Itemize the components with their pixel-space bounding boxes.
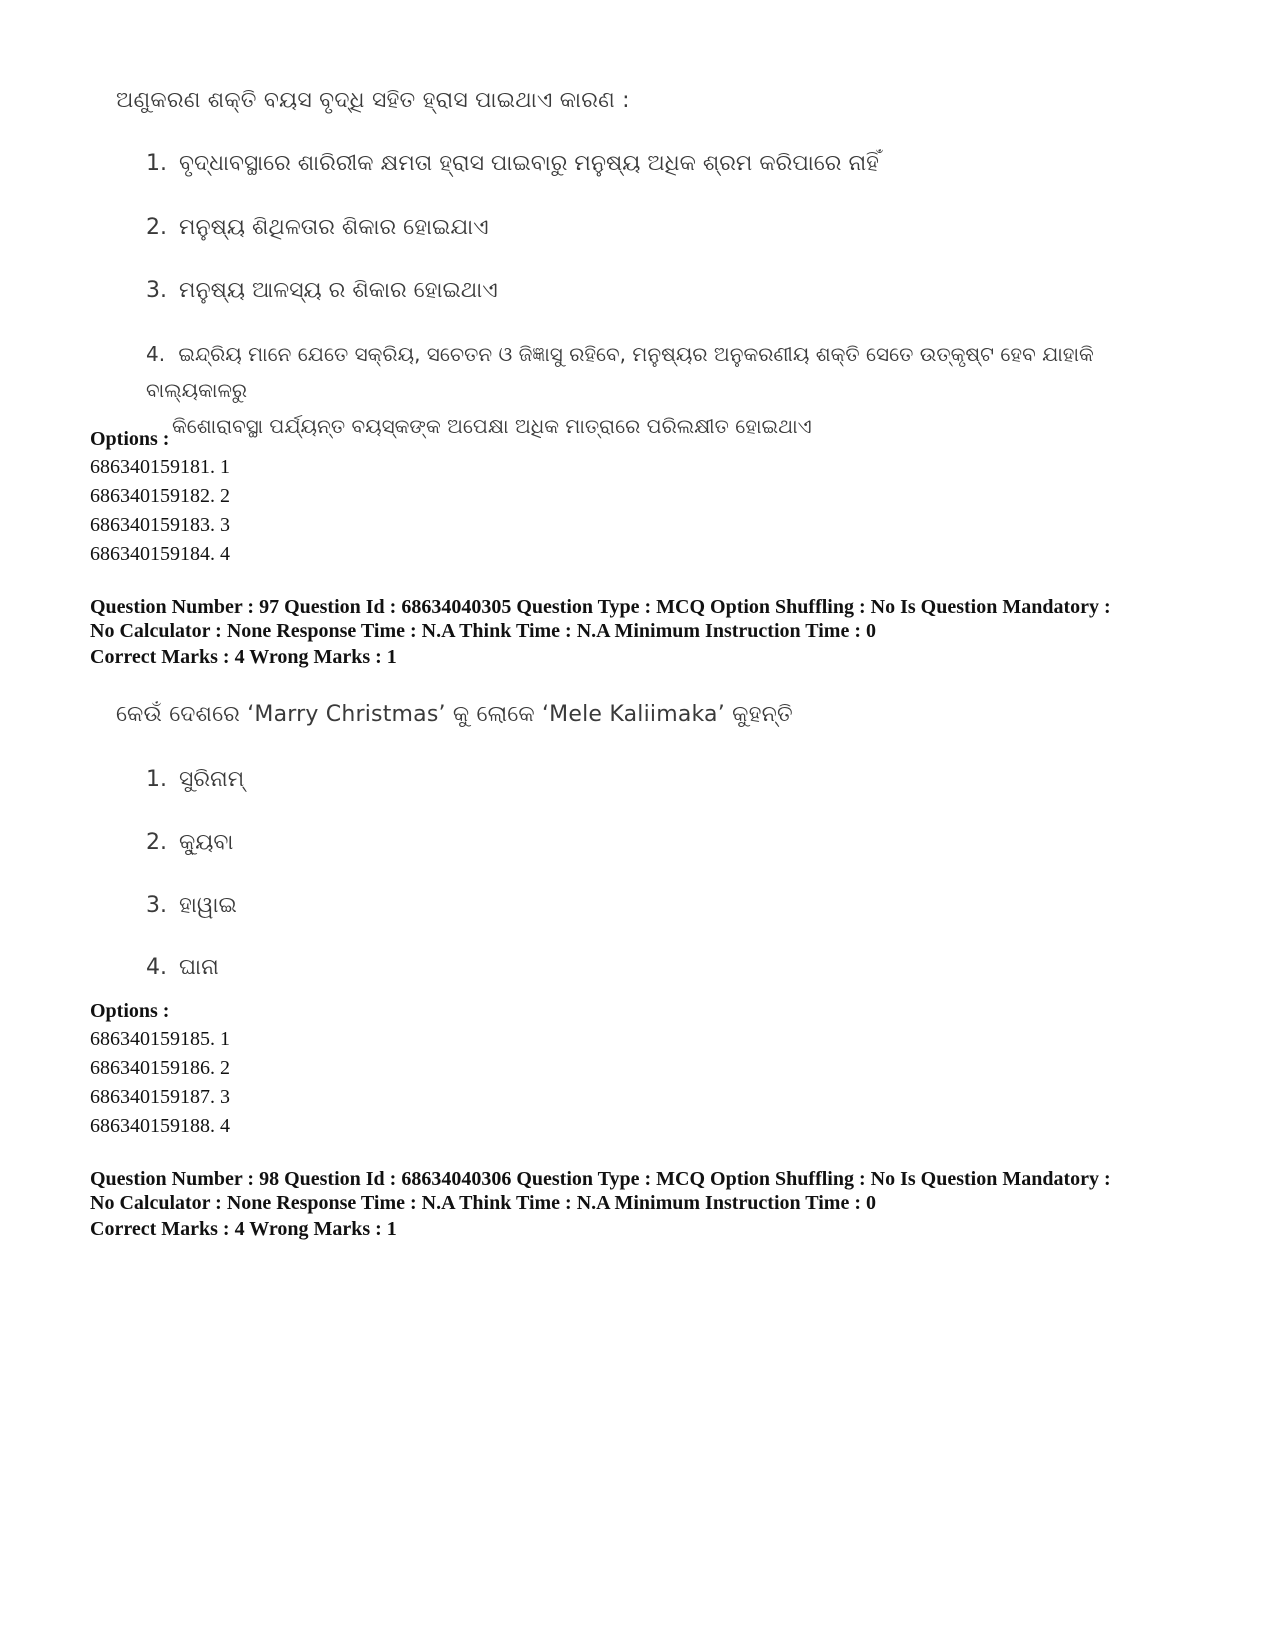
- item-number: 2.: [146, 830, 167, 855]
- question-97-item-4: [146, 950, 219, 986]
- option-item: 686340159183. 3: [90, 514, 230, 536]
- item-text: ସୁରିନାମ୍: [179, 767, 245, 792]
- item-number: 1.: [146, 151, 167, 176]
- question-96-item-3: [146, 273, 498, 309]
- option-item: 686340159185. 1: [90, 1028, 230, 1050]
- question-98-marks: Correct Marks : 4 Wrong Marks : 1: [90, 1218, 397, 1240]
- item-text: ମନୁଷ୍ୟ ଶିଥିଳତାର ଶିକାର ହୋଇଯାଏ: [179, 215, 489, 240]
- item-number: 3.: [146, 278, 167, 303]
- option-item: 686340159184. 4: [90, 543, 230, 565]
- question-98-meta: [90, 1167, 1111, 1215]
- item-text: କ୍ୟୁବା: [179, 830, 234, 855]
- question-97-meta: [90, 595, 1111, 643]
- option-item: 686340159187. 3: [90, 1086, 230, 1108]
- item-number: 3.: [146, 893, 167, 918]
- option-item: 686340159186. 2: [90, 1057, 230, 1079]
- item-text: ଇନ୍ଦ୍ରିୟ ମାନେ ଯେତେ ସକ୍ରିୟ, ସଚେତନ ଓ ଜିଜ୍ଞାସୁ ରହିବେ, ମନୁଷ୍ୟର ଅନୁକରଣୀୟ ଶକ୍ତି ସେତେ ଉତ୍କୃଷ୍ଟ ହେବ ଯାହାକି ବାଲ୍ୟକାଳରୁ: [146, 342, 1094, 402]
- item-number: 4.: [146, 955, 167, 980]
- option-item: 686340159181. 1: [90, 456, 230, 478]
- item-text: ବୃଦ୍ଧାବସ୍ଥାରେ ଶାରିରୀକ କ୍ଷମତା ହ୍ରାସ ପାଇବାରୁ ମନୁଷ୍ୟ ଅଧିକ ଶ୍ରମ କରିପାରେ ନାହିଁ: [179, 151, 879, 176]
- question-97-item-2: [146, 825, 233, 861]
- options-list: [90, 453, 230, 569]
- options-list: [90, 1025, 230, 1141]
- item-number: 1.: [146, 767, 167, 792]
- item-number: 2.: [146, 215, 167, 240]
- options-heading: Options :: [90, 1000, 170, 1022]
- question-96-item-4: [146, 336, 1166, 444]
- item-number: 4.: [146, 342, 166, 366]
- question-97-stem: କେଉଁ ଦେଶରେ ‘Marry Christmas’ କୁ ଲୋକେ ‘Mele Kaliimaka’ କୁହନ୍ତି: [116, 702, 793, 727]
- question-96-stem: ଅଣୁକରଣ ଶକ୍ତି ବୟସ ବୃଦ୍ଧି ସହିତ ହ୍ରାସ ପାଇଥାଏ କାରଣ :: [116, 88, 630, 113]
- question-97-item-1: [146, 762, 244, 798]
- question-meta-line: Question Number : 98 Question Id : 68634040306 Question Type : MCQ Option Shuffling : No Is Question Mandatory :: [90, 1168, 1111, 1190]
- question-meta-line: No Calculator : None Response Time : N.A Think Time : N.A Minimum Instruction Time : 0: [90, 1192, 876, 1214]
- item-text: ମନୁଷ୍ୟ ଆଳସ୍ୟ ର ଶିକାର ହୋଇଥାଏ: [179, 278, 498, 303]
- question-97-marks: Correct Marks : 4 Wrong Marks : 1: [90, 646, 397, 668]
- item-text-continued: କିଶୋରାବସ୍ଥା ପର୍ଯ୍ୟନ୍ତ ବୟସ୍କଙ୍କ ଅପେକ୍ଷା ଅଧିକ ମାତ୍ରାରେ ପରିଲକ୍ଷୀତ ହୋଇଥାଏ: [172, 414, 812, 438]
- question-96-item-1: [146, 146, 879, 182]
- question-96-item-2: [146, 210, 489, 246]
- question-97-item-3: [146, 888, 237, 924]
- options-heading: Options :: [90, 428, 170, 450]
- option-item: 686340159188. 4: [90, 1115, 230, 1137]
- option-item: 686340159182. 2: [90, 485, 230, 507]
- item-text: ଘାନା: [179, 955, 219, 980]
- item-text: ହାୱାଇ: [179, 893, 237, 918]
- question-meta-line: Question Number : 97 Question Id : 68634040305 Question Type : MCQ Option Shuffling : No Is Question Mandatory :: [90, 596, 1111, 618]
- question-meta-line: No Calculator : None Response Time : N.A Think Time : N.A Minimum Instruction Time : 0: [90, 620, 876, 642]
